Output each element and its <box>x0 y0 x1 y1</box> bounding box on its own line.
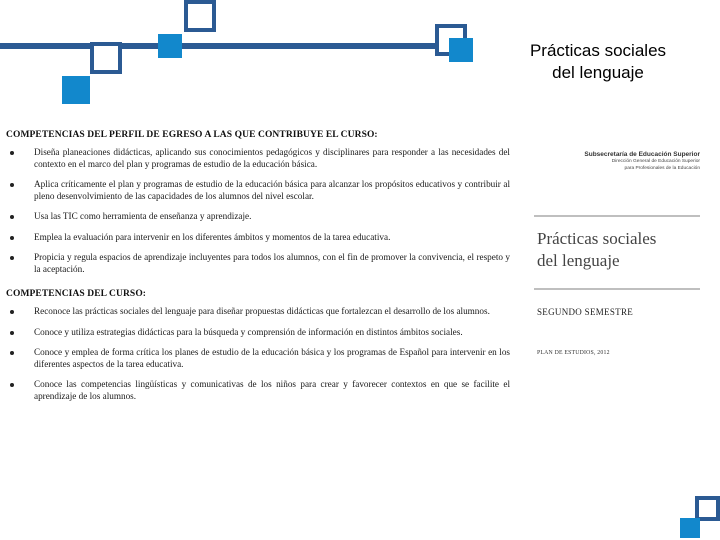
cover-title-line1: Prácticas sociales <box>537 229 657 248</box>
list-item: Diseña planeaciones didácticas, aplicando sus conocimientos pedagógicos y disciplinares para responder a las necesidades del contexto en el marco del plan y programas de estudio de la educación básica. <box>6 147 510 170</box>
section-heading-profile: COMPETENCIAS DEL PERFIL DE EGRESO A LAS QUE CONTRIBUYE EL CURSO: <box>6 130 378 140</box>
cover-plan: PLAN DE ESTUDIOS, 2012 <box>537 350 610 356</box>
decor-square-fill <box>680 518 700 538</box>
cover-title <box>537 228 707 272</box>
decor-square-outline <box>90 42 122 74</box>
decor-square-fill <box>158 34 182 58</box>
cover-org-line2: Dirección General de Educación Superior <box>611 159 700 164</box>
section-heading-course: COMPETENCIAS DEL CURSO: <box>6 289 147 299</box>
competencies-panel <box>6 130 510 411</box>
profile-competencies-list <box>6 147 510 275</box>
slide-title-line1: Prácticas sociales <box>529 41 667 60</box>
decor-square-fill <box>62 76 90 104</box>
list-item: Reconoce las prácticas sociales del lenguaje para diseñar propuestas didácticas que fortalezcan el desarrollo de los alumnos. <box>6 306 510 318</box>
cover-title-line2: del lenguaje <box>537 251 620 270</box>
decor-square-fill <box>449 38 473 62</box>
slide-title <box>508 40 688 84</box>
course-competencies-list <box>6 306 510 402</box>
cover-org-line1: Subsecretaría de Educación Superior <box>584 151 700 158</box>
cover-organization <box>570 150 700 172</box>
list-item: Conoce y emplea de forma crítica los planes de estudio de la educación básica y los programas de Español para intervenir en los diferentes aspectos de la tarea educativa. <box>6 347 510 370</box>
list-item: Aplica críticamente el plan y programas de estudio de la educación básica para alcanzar los propósitos educativos y contribuir al pleno desenvolvimiento de las capacidades de los alumnos del nivel escolar. <box>6 179 510 202</box>
course-cover-thumbnail <box>530 140 710 380</box>
list-item: Conoce y utiliza estrategias didácticas para la búsqueda y comprensión de información en distintos ámbitos sociales. <box>6 327 510 339</box>
list-item: Conoce las competencias lingüísticas y comunicativas de los niños para crear y favorecer contextos en que se facilite el aprendizaje de los alumnos. <box>6 379 510 402</box>
list-item: Usa las TIC como herramienta de enseñanza y aprendizaje. <box>6 211 510 223</box>
header-bar <box>0 43 440 49</box>
decor-square-outline <box>184 0 216 32</box>
list-item: Emplea la evaluación para intervenir en los diferentes ámbitos y momentos de la tarea educativa. <box>6 232 510 244</box>
list-item: Propicia y regula espacios de aprendizaje incluyentes para todos los alumnos, con el fin de promover la convivencia, el respeto y la aceptación. <box>6 252 510 275</box>
cover-divider <box>534 215 700 217</box>
slide-title-line2: del lenguaje <box>552 63 644 82</box>
cover-org-line3: para Profesionales de la Educación <box>624 165 700 171</box>
cover-semester: SEGUNDO SEMESTRE <box>537 307 634 317</box>
cover-divider <box>534 288 700 290</box>
